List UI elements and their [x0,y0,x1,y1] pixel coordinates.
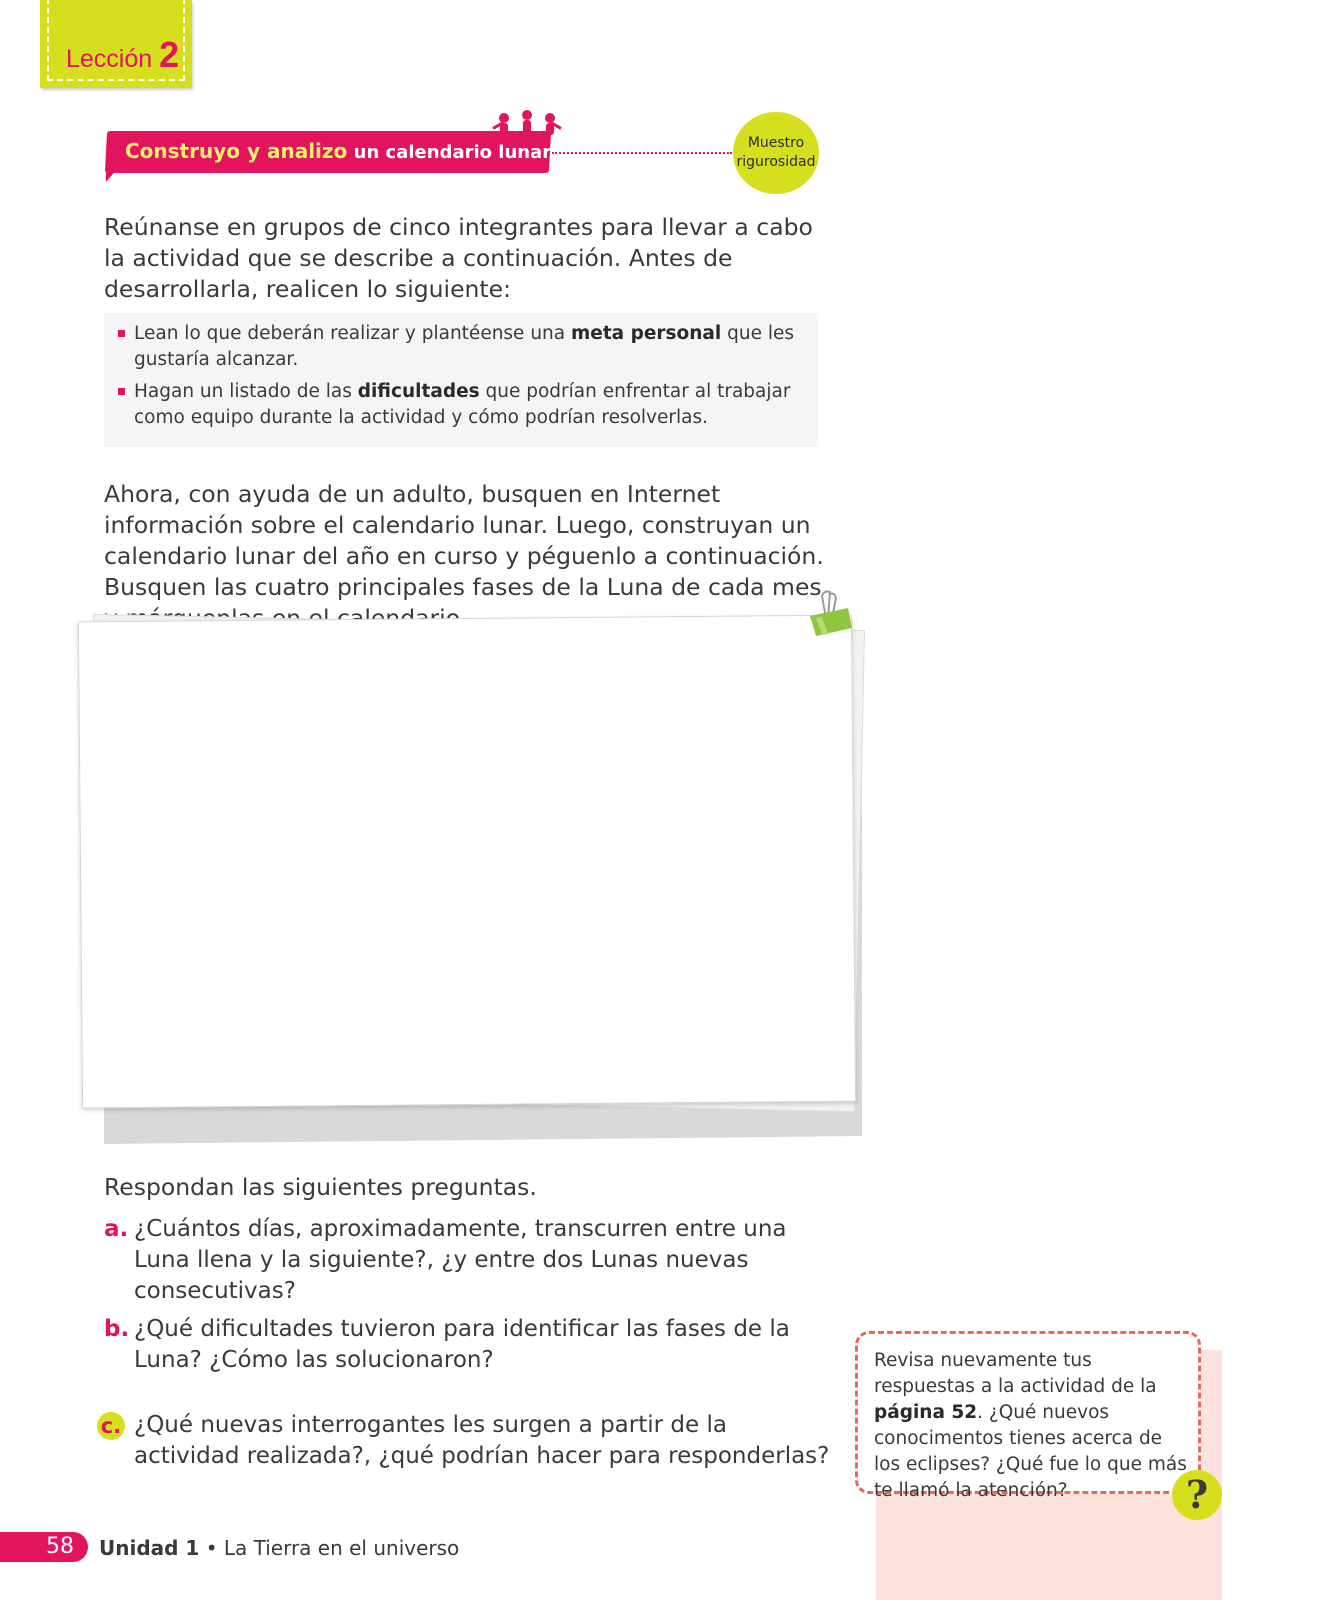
footer-title: La Tierra en el universo [223,1536,460,1560]
footer-separator: • [199,1536,224,1560]
questions-intro: Respondan las siguientes preguntas. [104,1173,537,1201]
section-title [125,139,551,163]
group-people-icon [492,110,562,138]
question-b-text: ¿Qué dificultades tuvieron para identificar las fases de la Luna? ¿Cómo las solucionaron? [134,1316,790,1373]
bullet-text: que podrían enfrentar al trabajar como equipo durante la actividad y cómo podrían resolverlas. [134,381,791,428]
lesson-number: 2 [159,34,180,75]
question-mark-icon: ? [1172,1470,1222,1520]
section-banner-tail [106,168,118,182]
value-badge [733,112,819,194]
bullet-bold: meta personal [571,323,722,344]
binder-clip-icon [806,590,852,642]
badge-line-2: rigurosidad [736,154,816,170]
footer-unit-title [99,1534,459,1562]
badge-line-1: Muestro [747,135,805,151]
question-c-text: ¿Qué nuevas interrogantes les surgen a partir de la actividad realizada?, ¿qué podrían hacer para responderlas? [134,1412,830,1469]
question-c-label: c. [97,1412,125,1440]
page-number-bar [0,1532,88,1562]
bullet-box [104,313,818,447]
bullet-item-difficulties [134,379,804,431]
footer-unit: Unidad 1 [99,1536,200,1560]
lesson-label-text: Lección [66,45,153,73]
page-number: 58 [46,1534,74,1559]
question-a-label: a. [104,1216,129,1242]
bullet-text: Lean lo que deberán realizar y plantéense una [134,323,571,344]
banner-dotted-line [552,152,732,154]
calendar-paste-area [78,615,856,1109]
bullet-item-goal [134,321,804,373]
bullet-text: Hagan un listado de las [134,381,358,402]
bullet-bold: dificultades [357,381,480,402]
question-b-label: b. [104,1316,130,1342]
question-a-text: ¿Cuántos días, aproximadamente, transcurren entre una Luna llena y la siguiente?, ¿y entre dos Lunas nuevas consecutivas? [134,1216,787,1304]
lesson-tab [40,0,192,88]
section-title-rest: un calendario lunar [353,142,552,163]
section-title-highlight: Construyo y analizo [125,139,348,163]
lesson-label [66,34,179,76]
side-note-text [874,1348,1194,1504]
side-note-text-part: . ¿Qué nuevos conocimentos tienes acerca de los eclipses? ¿Qué fue lo que más te llamó la atención? [874,1402,1187,1501]
intro-paragraph: Reúnanse en grupos de cinco integrantes para llevar a cabo la actividad que se describe a continuación. Antes de desarrollarla, realicen lo siguiente: [104,213,813,303]
instructions-paragraph: Ahora, con ayuda de un adulto, busquen en Internet información sobre el calendario lunar. Luego, construyan un calendario lunar del año en curso y péguenlo a continuación. Busquen las cuatro principales fases de la Luna de cada mes [104,480,824,601]
side-note-text-part: Revisa nuevamente tus respuestas a la actividad de la [874,1350,1157,1397]
side-note-page-ref: página 52 [874,1402,978,1423]
bullet-text: que les gustaría alcanzar. [134,323,795,370]
